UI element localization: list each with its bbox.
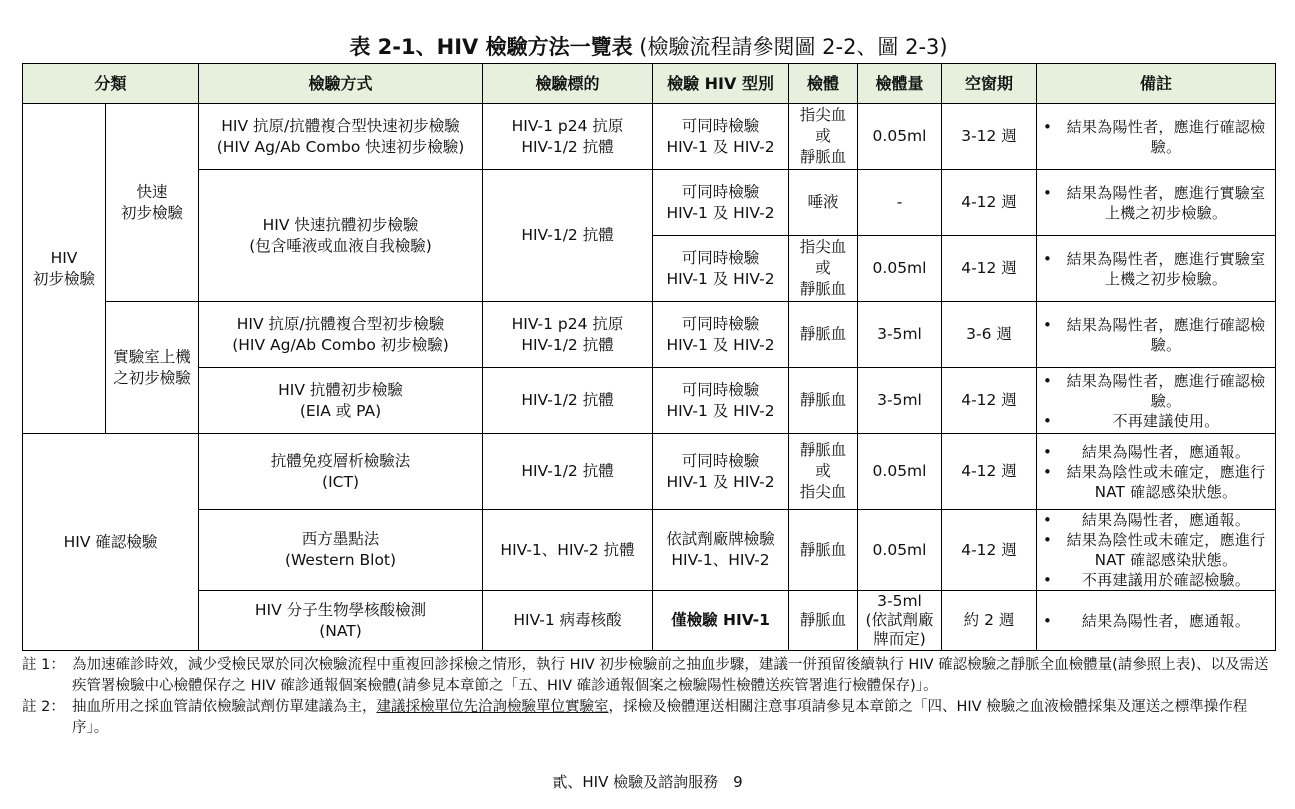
note-item: • 結果為陽性者，應進行確認檢驗。 xyxy=(1039,117,1273,157)
header-method: 檢驗方式 xyxy=(199,64,483,104)
cell-method: HIV 抗原/抗體複合型初步檢驗 (HIV Ag/Ab Combo 初步檢驗) xyxy=(199,302,483,368)
cell-target: HIV-1、HIV-2 抗體 xyxy=(483,510,653,591)
cell-window: 3-6 週 xyxy=(942,302,1037,368)
cell-volume: - xyxy=(858,170,942,236)
note-item: • 結果為陽性者，應進行確認檢驗。 xyxy=(1039,315,1273,355)
cell-volume: 0.05ml xyxy=(858,236,942,302)
cell-window: 4-12 週 xyxy=(942,236,1037,302)
footnote-text: 抽血所用之採血管請依檢驗試劑仿單建議為主，建議採檢單位先洽詢檢驗單位實驗室，採檢及檢體運送相關注意事項請參見本章節之「四、HIV 檢驗之血液檢體採集及運送之標準操作程序」。 xyxy=(72,699,1248,736)
cell-target: HIV-1/2 抗體 xyxy=(483,434,653,510)
cell-specimen: 靜脈血 xyxy=(789,368,858,434)
header-category: 分類 xyxy=(23,64,199,104)
note-item: • 結果為陰性或未確定，應進行 NAT 確認感染狀態。 xyxy=(1039,462,1273,502)
table-row xyxy=(23,434,1276,510)
cell-notes xyxy=(1037,104,1276,170)
table-row xyxy=(23,302,1276,368)
cell-hiv-type: 可同時檢驗 HIV-1 及 HIV-2 xyxy=(653,368,789,434)
cell-volume: 3-5ml xyxy=(858,368,942,434)
cell-method: 抗體免疫層析檢驗法 (ICT) xyxy=(199,434,483,510)
header-volume: 檢體量 xyxy=(858,64,942,104)
cell-hiv-type: 依試劑廠牌檢驗 HIV-1、HIV-2 xyxy=(653,510,789,591)
cell-volume: 3-5ml (依試劑廠 牌而定) xyxy=(858,591,942,651)
cell-volume: 0.05ml xyxy=(858,104,942,170)
table-row xyxy=(23,591,1276,651)
cell-hiv-type: 可同時檢驗 HIV-1 及 HIV-2 xyxy=(653,236,789,302)
note-item: • 不再建議用於確認檢驗。 xyxy=(1039,570,1273,590)
cell-notes xyxy=(1037,236,1276,302)
table-title-main: 表 2-1、HIV 檢驗方法一覽表 xyxy=(349,35,633,59)
cell-volume: 0.05ml xyxy=(858,510,942,591)
table-title xyxy=(22,32,1275,62)
footnote-text: 為加速確診時效，減少受檢民眾於同次檢驗流程中重複回診採檢之情形，執行 HIV 初步檢驗前之抽血步驟，建議一併預留後續執行 HIV 確認檢驗之靜脈全血檢體量(請參照上表)、以及需送疾管署檢驗中心檢體保存之 HIV 確診通報個案檢體(請參見本章節之「五、HIV 確診通報個案之檢驗陽性檢體送疾管署進行檢體保存)」。 xyxy=(72,657,1269,694)
subgroup-rapid: 快速 初步檢驗 xyxy=(106,104,199,302)
cell-hiv-type: 可同時檢驗 HIV-1 及 HIV-2 xyxy=(653,170,789,236)
footnote-1 xyxy=(22,655,1275,697)
table-row xyxy=(23,104,1276,170)
cell-window: 4-12 週 xyxy=(942,170,1037,236)
cell-method: HIV 抗原/抗體複合型快速初步檢驗 (HIV Ag/Ab Combo 快速初步檢驗) xyxy=(199,104,483,170)
table-row xyxy=(23,368,1276,434)
group-initial: HIV 初步檢驗 xyxy=(23,104,106,434)
cell-notes xyxy=(1037,434,1276,510)
footnote-2 xyxy=(22,697,1275,739)
cell-window: 4-12 週 xyxy=(942,368,1037,434)
cell-specimen: 靜脈血 xyxy=(789,591,858,651)
cell-volume: 3-5ml xyxy=(858,302,942,368)
cell-window: 約 2 週 xyxy=(942,591,1037,651)
subgroup-lab: 實驗室上機 之初步檢驗 xyxy=(106,302,199,434)
page-footer: 貳、HIV 檢驗及諮詢服務 9 xyxy=(552,773,743,791)
cell-specimen: 唾液 xyxy=(789,170,858,236)
cell-window: 4-12 週 xyxy=(942,510,1037,591)
note-item: • 結果為陽性者，應通報。 xyxy=(1039,510,1273,530)
cell-volume: 0.05ml xyxy=(858,434,942,510)
cell-window: 4-12 週 xyxy=(942,434,1037,510)
cell-notes xyxy=(1037,591,1276,651)
note-item: • 結果為陽性者，應進行確認檢驗。 xyxy=(1039,371,1273,411)
footnote-label: 註 1： xyxy=(22,657,65,673)
note-item: • 結果為陽性者，應通報。 xyxy=(1039,611,1273,631)
table-row xyxy=(23,510,1276,591)
table-title-sub: (檢驗流程請參閱圖 2-2、圖 2-3) xyxy=(639,35,948,59)
cell-hiv-type: 可同時檢驗 HIV-1 及 HIV-2 xyxy=(653,104,789,170)
cell-method: HIV 抗體初步檢驗 (EIA 或 PA) xyxy=(199,368,483,434)
cell-hiv-type: 僅檢驗 HIV-1 xyxy=(653,591,789,651)
cell-target: HIV-1 p24 抗原 HIV-1/2 抗體 xyxy=(483,104,653,170)
table-row xyxy=(23,170,1276,236)
cell-notes xyxy=(1037,170,1276,236)
group-confirm: HIV 確認檢驗 xyxy=(23,434,199,651)
cell-hiv-type: 可同時檢驗 HIV-1 及 HIV-2 xyxy=(653,434,789,510)
cell-specimen: 靜脈血 xyxy=(789,510,858,591)
note-item: • 結果為陽性者，應通報。 xyxy=(1039,442,1273,462)
cell-window: 3-12 週 xyxy=(942,104,1037,170)
cell-specimen: 靜脈血 或 指尖血 xyxy=(789,434,858,510)
cell-notes xyxy=(1037,510,1276,591)
cell-notes xyxy=(1037,302,1276,368)
table-header-row xyxy=(23,64,1276,104)
cell-target: HIV-1/2 抗體 xyxy=(483,170,653,302)
cell-specimen: 指尖血 或 靜脈血 xyxy=(789,236,858,302)
header-window: 空窗期 xyxy=(942,64,1037,104)
note-item: • 結果為陰性或未確定，應進行 NAT 確認感染狀態。 xyxy=(1039,530,1273,570)
footnote-label: 註 2： xyxy=(22,699,65,715)
hiv-test-methods-table xyxy=(22,63,1276,651)
cell-hiv-type: 可同時檢驗 HIV-1 及 HIV-2 xyxy=(653,302,789,368)
header-notes: 備註 xyxy=(1037,64,1276,104)
cell-specimen: 靜脈血 xyxy=(789,302,858,368)
note-item: • 結果為陽性者，應進行實驗室上機之初步檢驗。 xyxy=(1039,249,1273,289)
cell-method: 西方墨點法 (Western Blot) xyxy=(199,510,483,591)
cell-target: HIV-1 p24 抗原 HIV-1/2 抗體 xyxy=(483,302,653,368)
note-item: • 結果為陽性者，應進行實驗室上機之初步檢驗。 xyxy=(1039,183,1273,223)
header-hiv-type: 檢驗 HIV 型別 xyxy=(653,64,789,104)
cell-method: HIV 分子生物學核酸檢測 (NAT) xyxy=(199,591,483,651)
cell-target: HIV-1/2 抗體 xyxy=(483,368,653,434)
footnote-underlined-text: 建議採檢單位先洽詢檢驗單位實驗室 xyxy=(376,699,609,715)
note-item: • 不再建議使用。 xyxy=(1039,411,1273,431)
cell-notes xyxy=(1037,368,1276,434)
cell-method: HIV 快速抗體初步檢驗 (包含唾液或血液自我檢驗) xyxy=(199,170,483,302)
footnotes xyxy=(22,655,1275,739)
cell-specimen: 指尖血 或 靜脈血 xyxy=(789,104,858,170)
cell-target: HIV-1 病毒核酸 xyxy=(483,591,653,651)
header-specimen: 檢體 xyxy=(789,64,858,104)
header-target: 檢驗標的 xyxy=(483,64,653,104)
